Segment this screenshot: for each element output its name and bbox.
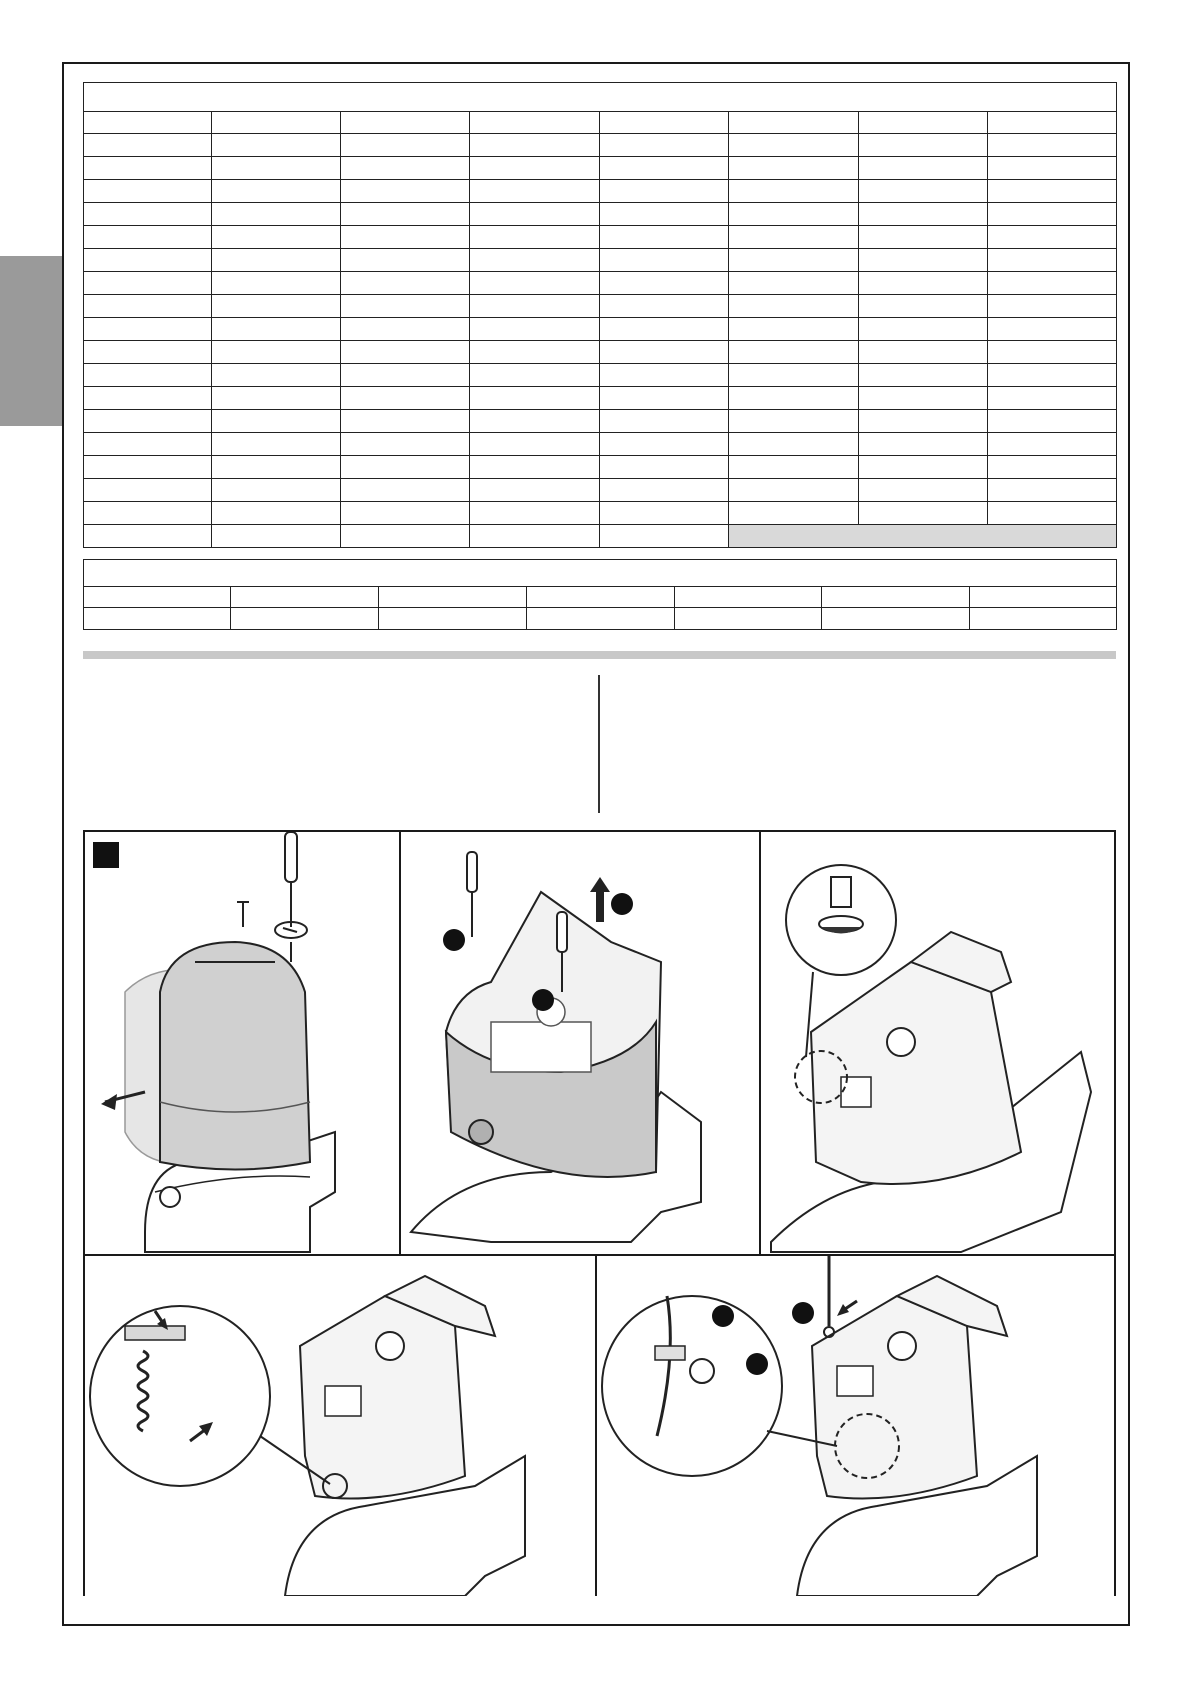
step-marker-1: [712, 1305, 734, 1327]
figure-number-box: [93, 842, 119, 868]
housing-body: [812, 1296, 977, 1499]
language-side-tab: [0, 256, 62, 426]
screwdriver-icon: [467, 852, 477, 892]
terminal-block: [837, 1366, 873, 1396]
knob-icon: [469, 1120, 493, 1144]
detail-magnifier: [602, 1296, 782, 1476]
step-marker-3: [792, 1302, 814, 1324]
step-marker-2: [746, 1353, 768, 1375]
panel-open-cover: [401, 832, 759, 1254]
screwdriver-icon: [285, 832, 297, 882]
screwdriver-icon: [557, 912, 567, 952]
terminal-block: [325, 1386, 361, 1416]
step-marker-1: [443, 929, 465, 951]
motor-cover: [160, 942, 310, 1170]
panel-cable-connection: [597, 1256, 1114, 1596]
bolt-icon: [831, 877, 851, 907]
technical-table-main: [83, 82, 1117, 548]
panel-spring-hook: [85, 1256, 595, 1596]
arrow-up-icon: [590, 877, 610, 892]
knob-icon: [160, 1187, 180, 1207]
arrow-icon: [101, 1094, 117, 1110]
table-title-row: [84, 83, 1117, 112]
column-divider: [598, 675, 600, 813]
panel-remove-cover: [85, 832, 400, 1254]
terminal-block: [841, 1077, 871, 1107]
panel-screw-detail: [761, 832, 1114, 1254]
electronics-board: [491, 1022, 591, 1072]
table2-title-row: [84, 560, 1117, 587]
shaded-cell: [729, 525, 1117, 548]
housing-body: [811, 962, 1021, 1184]
technical-table-secondary: [83, 559, 1117, 630]
step-marker-3: [611, 893, 633, 915]
section-separator: [83, 651, 1116, 659]
step-marker-2: [532, 989, 554, 1011]
